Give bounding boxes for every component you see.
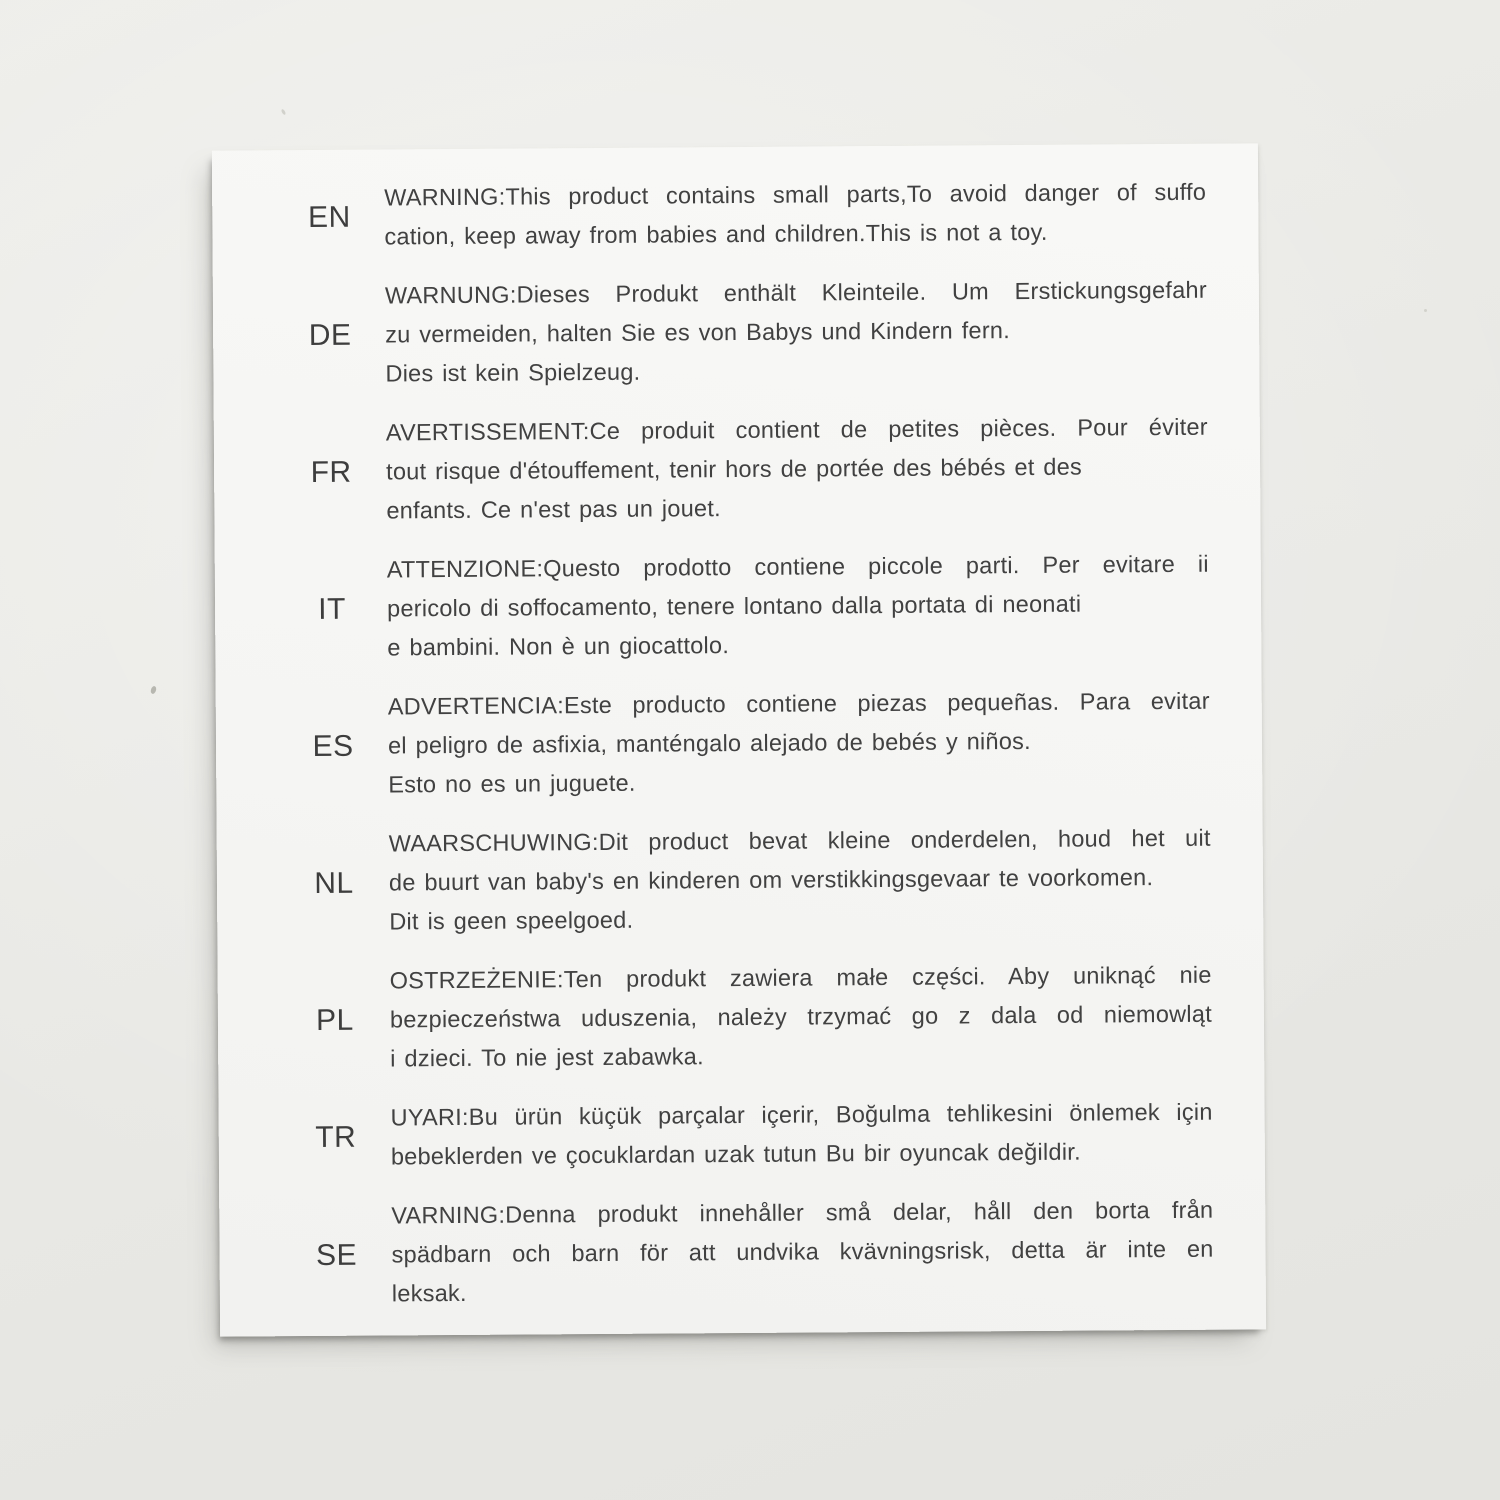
language-section-en bbox=[212, 172, 1259, 257]
dust-speck bbox=[281, 109, 287, 116]
language-code: TR bbox=[315, 1120, 357, 1154]
dust-speck bbox=[1424, 309, 1427, 312]
warning-line: tout risque d'étouffement, tenir hors de portée des bébés et des bbox=[386, 453, 1083, 485]
language-code: DE bbox=[308, 318, 352, 352]
warning-line: Esto no es un juguete. bbox=[388, 769, 636, 798]
warning-line: de buurt van baby's en kinderen om verstikkingsgevaar te voorkomen. bbox=[388, 864, 1154, 896]
warning-text bbox=[389, 819, 1212, 942]
warning-line: spädbarn och barn för att undvika kvävningsrisk, detta är inte en bbox=[391, 1235, 1214, 1268]
warning-text bbox=[386, 408, 1209, 531]
language-code: SE bbox=[315, 1238, 358, 1272]
language-section-tr bbox=[218, 1092, 1265, 1177]
warning-line: AVERTISSEMENT:Ce produit contient de petites pièces. Pour éviter bbox=[385, 413, 1208, 446]
warning-line: cation, keep away from babies and children.This is not a toy. bbox=[384, 218, 1048, 250]
warning-line: Dies ist kein Spielzeug. bbox=[385, 358, 641, 387]
dust-speck bbox=[150, 685, 157, 694]
warning-line: bebeklerden ve çocuklardan uzak tutun Bu bir oyuncak değildir. bbox=[390, 1138, 1081, 1170]
label-sections bbox=[212, 172, 1266, 1334]
warning-text bbox=[391, 1191, 1214, 1314]
warning-text bbox=[390, 956, 1213, 1079]
warning-text bbox=[390, 1093, 1213, 1177]
warning-line: UYARI:Bu ürün küçük parçalar içerir, Boğulma tehlikesini önlemek için bbox=[390, 1098, 1213, 1131]
warning-label-paper bbox=[212, 143, 1266, 1336]
language-code: PL bbox=[315, 1003, 354, 1037]
warning-line: VARNING:Denna produkt innehåller små delar, håll den borta från bbox=[391, 1196, 1214, 1229]
warning-text bbox=[387, 545, 1210, 668]
language-section-nl bbox=[217, 818, 1264, 942]
language-section-fr bbox=[214, 407, 1261, 531]
language-code: EN bbox=[307, 200, 351, 234]
warning-line: ADVERTENCIA:Este producto contiene piezas pequeñas. Para evitar bbox=[387, 687, 1210, 720]
warning-line: leksak. bbox=[391, 1279, 467, 1307]
warning-line: bezpieczeństwa uduszenia, należy trzymać go z dala od niemowląt bbox=[389, 1000, 1213, 1033]
warning-line: OSTRZEŻENIE:Ten produkt zawiera małe części. Aby uniknąć nie bbox=[389, 961, 1212, 994]
warning-text bbox=[385, 271, 1208, 394]
language-section-es bbox=[216, 681, 1263, 805]
language-section-de bbox=[213, 270, 1260, 394]
language-code: NL bbox=[314, 866, 354, 900]
warning-line: ATTENZIONE:Questo prodotto contiene piccole parti. Per evitare ii bbox=[386, 550, 1209, 583]
warning-line: e bambini. Non è un giocattolo. bbox=[387, 632, 730, 661]
warning-line: WARNUNG:Dieses Produkt enthält Kleinteile. Um Erstickungsgefahr bbox=[384, 276, 1207, 309]
warning-line: enfants. Ce n'est pas un jouet. bbox=[386, 495, 721, 524]
language-code: ES bbox=[312, 729, 354, 763]
warning-line: el peligro de asfixia, manténgalo alejado de bebés y niños. bbox=[387, 727, 1031, 759]
warning-line: pericolo di soffocamento, tenere lontano dalla portata di neonati bbox=[386, 590, 1082, 622]
warning-line: Dit is geen speelgoed. bbox=[389, 906, 634, 935]
warning-line: WAARSCHUWING:Dit product bevat kleine onderdelen, houd het uit bbox=[388, 824, 1211, 857]
warning-line: zu vermeiden, halten Sie es von Babys und Kindern fern. bbox=[385, 317, 1011, 348]
language-section-se bbox=[219, 1190, 1266, 1314]
language-code: FR bbox=[310, 455, 352, 489]
language-section-it bbox=[215, 544, 1262, 668]
warning-text bbox=[384, 173, 1207, 257]
warning-line: i dzieci. To nie jest zabawka. bbox=[390, 1043, 704, 1072]
warning-line: WARNING:This product contains small parts,To avoid danger of suffo bbox=[384, 178, 1207, 211]
language-section-pl bbox=[218, 955, 1265, 1079]
warning-text bbox=[388, 682, 1211, 805]
language-code: IT bbox=[318, 592, 347, 626]
